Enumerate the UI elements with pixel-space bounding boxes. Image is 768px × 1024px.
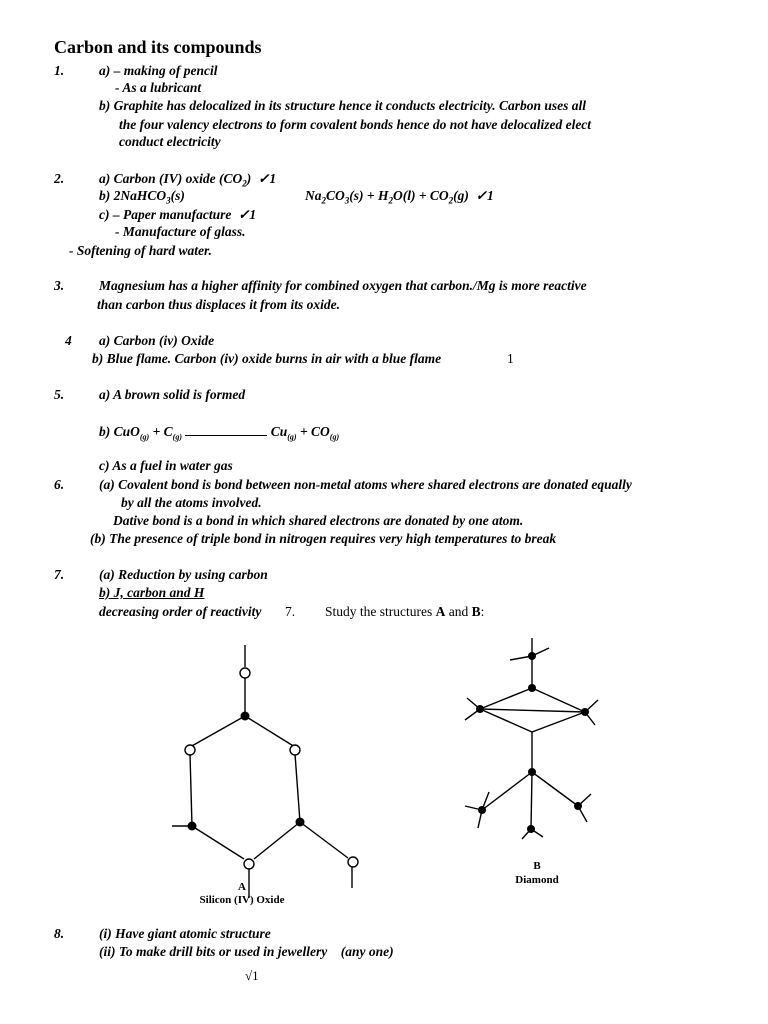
structure-b-label: B <box>533 860 541 872</box>
q3-number: 3. <box>54 278 65 293</box>
silicon-atom <box>188 822 197 831</box>
q2-number: 2. <box>54 171 65 186</box>
q2-b-rhs-part: (s) + H <box>349 188 389 203</box>
q4-number: 4 <box>65 333 72 348</box>
q8-ii-note: (any one) <box>340 944 394 959</box>
carbon-atom <box>476 705 484 713</box>
carbon-atom <box>528 768 536 776</box>
carbon-atom <box>581 708 589 716</box>
q2-b-rhs-part: O(l) + CO <box>392 188 449 203</box>
q5-b-part: b) CuO <box>99 424 140 439</box>
study-text: : <box>480 604 485 619</box>
q8-number: 8. <box>54 926 65 941</box>
q7-b: b) J, carbon and H <box>99 585 205 600</box>
q2-b-rhs-sub: 2 <box>448 195 454 206</box>
tick-mark: ✓1 <box>475 188 494 203</box>
q2-b-lhs-post: (s) <box>170 188 185 203</box>
q8-ii-text: (ii) To make drill bits or used in jewellery <box>99 944 328 959</box>
structure-a-bonds <box>172 645 352 898</box>
oxygen-atom <box>185 745 195 755</box>
structure-a-ref: A <box>435 604 446 619</box>
q1-a-line2: - As a lubricant <box>115 80 202 95</box>
q6-a-line1: (a) Covalent bond is bond between non-metal atoms where shared electrons are donated equally <box>99 477 632 492</box>
q7-number: 7. <box>54 567 65 582</box>
study-text: and <box>445 604 472 619</box>
structure-b-caption: Diamond <box>515 874 559 886</box>
tick-mark: ✓1 <box>238 207 257 222</box>
q2-b-rhs-sub: 2 <box>388 195 393 206</box>
oxygen-atom <box>290 745 300 755</box>
q3-line1: Magnesium has a higher affinity for combined oxygen that carbon./Mg is more reactive <box>99 278 587 293</box>
q2-b-rhs-sub: 3 <box>344 195 350 206</box>
structure-a-caption: Silicon (IV) Oxide <box>199 894 285 906</box>
study-text: Study the structures <box>325 604 436 619</box>
q5-b-sub: (g) <box>172 432 182 442</box>
q2-b-rhs-part: Na <box>305 188 322 203</box>
q4-a: a) Carbon (iv) Oxide <box>99 333 215 348</box>
structure-a-diagram <box>160 630 370 920</box>
q5-b-part: + CO <box>296 424 330 439</box>
q1-b-line2: the four valency electrons to form covalent bonds hence do not have delocalized elect <box>119 117 592 132</box>
q4-b-mark: 1 <box>507 351 514 366</box>
q7-study-text <box>325 603 484 620</box>
q2-a-subscript: 2 <box>242 178 247 189</box>
q8-i: (i) Have giant atomic structure <box>99 926 271 941</box>
q8-ii <box>99 943 394 960</box>
q2-b-lhs-sub: 3 <box>166 195 171 206</box>
q7-a: (a) Reduction by using carbon <box>99 567 268 582</box>
q6-number: 6. <box>54 477 65 492</box>
q4-b: b) Blue flame. Carbon (iv) oxide burns in air with a blue flame <box>92 351 442 366</box>
carbon-atom <box>528 684 536 692</box>
q6-a-line3: Dative bond is a bond in which shared electrons are donated by one atom. <box>113 513 524 528</box>
q1-b-line3: conduct electricity <box>119 134 221 149</box>
q2-b-rhs-part: (g) <box>453 188 469 203</box>
q7-c: decreasing order of reactivity <box>99 604 262 619</box>
q5-b-part: Cu <box>270 424 288 439</box>
oxygen-atom <box>240 668 250 678</box>
oxygen-atom <box>244 859 254 869</box>
structure-b-diagram <box>455 632 615 862</box>
q5-b-part: + C <box>149 424 173 439</box>
q8-mark: √1 <box>245 968 259 983</box>
structure-b-ref: B <box>471 604 481 619</box>
q5-b-equation <box>99 423 339 446</box>
carbon-atom <box>528 652 536 660</box>
q5-c: c) As a fuel in water gas <box>99 458 233 473</box>
q1-b-line1: b) Graphite has delocalized in its structure hence it conducts electricity. Carbon uses all <box>99 98 587 113</box>
q5-b-sub: (g) <box>287 432 297 442</box>
q5-b-sub: (g) <box>139 432 150 442</box>
q5-number: 5. <box>54 387 65 402</box>
q2-c-line1 <box>99 206 256 223</box>
oxygen-atom <box>348 857 358 867</box>
structure-a-label: A <box>238 881 246 893</box>
q5-b-sub: (g) <box>329 432 340 442</box>
q2-b-rhs-sub: 2 <box>321 195 326 206</box>
carbon-atom <box>574 802 582 810</box>
q6-b: (b) The presence of triple bond in nitrogen requires very high temperatures to break <box>90 531 557 546</box>
page-title: Carbon and its compounds <box>54 37 262 57</box>
q1-a-line1: a) – making of pencil <box>99 63 218 78</box>
q6-a-line2: by all the atoms involved. <box>121 495 262 510</box>
q2-b-rhs-part: CO <box>326 188 345 203</box>
q2-a-text: a) Carbon (IV) oxide (CO <box>99 171 243 186</box>
silicon-atom <box>296 818 305 827</box>
tick-mark: ✓1 <box>258 171 277 186</box>
q2-c1-text: c) – Paper manufacture <box>99 207 232 222</box>
silicon-atom <box>241 712 250 721</box>
q1-number: 1. <box>54 63 65 78</box>
q2-b-rhs <box>305 187 494 210</box>
carbon-atom <box>527 825 535 833</box>
carbon-atom <box>478 806 486 814</box>
q2-c-line2: - Manufacture of glass. <box>115 224 246 239</box>
q3-line2: than carbon thus displaces it from its oxide. <box>97 297 341 312</box>
answer-blank <box>185 425 267 436</box>
q2-b-lhs-pre: b) 2NaHCO <box>99 188 167 203</box>
q2-c-line3: - Softening of hard water. <box>69 243 212 258</box>
q7-study-number: 7. <box>285 604 296 619</box>
q5-a: a) A brown solid is formed <box>99 387 246 402</box>
q2-a-close: ) <box>246 171 252 186</box>
